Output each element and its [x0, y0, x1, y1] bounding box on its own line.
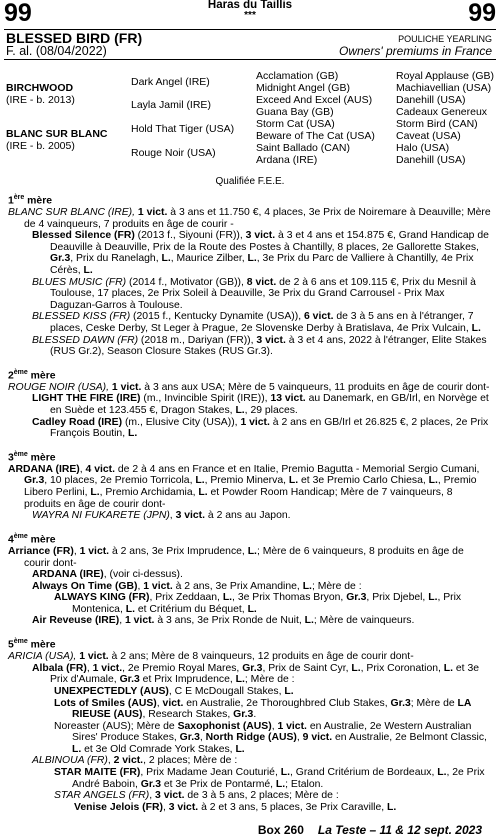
- record-text: L.: [235, 405, 245, 417]
- record-text: WAYRA NI FUKARETE (JPN): [32, 510, 170, 522]
- record-text: L.: [288, 475, 299, 487]
- pedigree-gen3: Saint Ballado (CAN): [256, 142, 350, 154]
- record-text: L.: [198, 487, 208, 499]
- record-text: à 2 ans au Japon.: [205, 510, 291, 522]
- record-text: ,: [162, 801, 169, 813]
- pedigree-gen2: Rouge Noir (USA): [131, 147, 216, 159]
- record-paragraph: [8, 802, 492, 814]
- record-text: ; Mère de vainqueurs.: [313, 615, 415, 627]
- record-text: LIGHT THE FIRE (IRE): [32, 393, 141, 405]
- record-text: , Research Stakes,: [142, 709, 234, 721]
- record-text: L.: [247, 603, 257, 615]
- record-paragraph: [8, 651, 492, 663]
- record-text: et 3e Prix d'Aumale,: [50, 662, 480, 686]
- record-text: et 3e Premio Carlo Chiesa,: [298, 475, 429, 487]
- record-text: Gr.3: [24, 475, 45, 487]
- record-text: L.: [72, 743, 82, 755]
- record-text: L.: [443, 662, 454, 674]
- record-text: 3 vict.: [256, 334, 286, 346]
- record-text: , C E McDougall Stakes,: [168, 685, 285, 697]
- record-text: ,: [86, 662, 93, 674]
- record-text: L.: [284, 685, 294, 697]
- record-text: en Australie, 2e Thoroughbred Club Stakes,: [183, 697, 391, 709]
- record-text: ère: [13, 194, 25, 201]
- dam-heading: [8, 636, 492, 651]
- record-text: STAR MAITE (FR): [54, 767, 141, 779]
- record-text: .: [253, 709, 257, 721]
- dam-name: BLANC SUR BLANC: [6, 128, 108, 140]
- record-text: ,: [271, 720, 278, 732]
- record-text: , Prix Madame Jean Couturié,: [140, 767, 281, 779]
- record-text: (m., Invincible Spirit (IRE)),: [140, 393, 271, 405]
- record-text: ème: [13, 638, 28, 646]
- record-text: Gr.3: [390, 697, 411, 709]
- record-text: (2015 f., Kentucky Dynamite (USA)),: [130, 311, 304, 323]
- record-text: Gr.3: [119, 674, 140, 686]
- record-text: L.: [90, 487, 100, 499]
- record-text: ,: [169, 510, 176, 522]
- record-text: (m., Elusive City (USA)),: [122, 416, 241, 428]
- record-text: ALWAYS KING (FR): [54, 592, 150, 604]
- record-text: Noreaster (AUS); Mère de: [54, 720, 178, 732]
- record-text: 1 vict.: [277, 720, 307, 732]
- record-text: de 3 à 5 ans en à l'étranger, 7 places, Ceske Derby, St Leger à Prague, 2e Slovenske Derby à Bratislava, 4e Prix Vulcain,: [50, 311, 474, 334]
- pedigree-gen4: Danehill (USA): [396, 154, 466, 166]
- record-text: , 2e Prix André Baboin,: [72, 767, 485, 790]
- record-text: L.: [275, 778, 286, 790]
- sire-name: BIRCHWOOD: [6, 82, 74, 94]
- record-text: et 3e Prix de Pontarmé,: [160, 778, 276, 790]
- sire-info: (IRE - b. 2013): [6, 94, 75, 106]
- record-text: mère: [27, 639, 56, 651]
- record-text: , Premio Archidamia,: [99, 487, 199, 499]
- record-text: L.: [222, 592, 233, 604]
- record-text: Always On Time (GB): [32, 580, 138, 592]
- sale-name-and-date: La Teste – 11 & 12 sept. 2023: [317, 823, 482, 837]
- record-paragraph: [8, 663, 492, 686]
- pedigree-gen3: Midnight Angel (GB): [256, 82, 350, 94]
- record-text: ; Etalon.: [285, 778, 324, 790]
- consignor-name: Haras du Taillis: [207, 0, 293, 11]
- dam-heading: [8, 531, 492, 546]
- record-text: au Danemark, en GB/Irl, en Norvège et en Suède et 123.455 €, Dragon Stakes,: [50, 393, 489, 417]
- record-text: (2014 f., Motivator (GB)),: [126, 276, 247, 288]
- record-text: 4 vict.: [85, 463, 116, 475]
- record-text: et Powder Room Handicap; Mère de 7 vainqueurs, 8 produits en âge de courir dont-: [24, 487, 453, 510]
- record-text: 1 vict.: [124, 615, 155, 627]
- record-text: , (voir ci-dessus).: [103, 569, 183, 581]
- record-text: BLESSED KISS (FR): [32, 311, 131, 323]
- record-text: ,: [73, 545, 80, 557]
- owners-premiums: Owners' premiums in France: [339, 44, 492, 58]
- record-text: Venise Jelois (FR): [74, 801, 163, 813]
- record-text: à 2 ans, 3e Prix Amandine,: [172, 580, 303, 592]
- record-text: ALBINOUA (FR): [32, 755, 108, 767]
- record-text: 1 vict.: [111, 381, 142, 393]
- sale-category: POULICHE YEARLING: [398, 34, 492, 44]
- record-text: ; Mère de 6 vainqueurs, 8 produits en âge de courir dont-: [24, 545, 464, 569]
- qualification-note: Qualifiée F.E.E.: [215, 176, 285, 187]
- pedigree-gen3: Ardana (IRE): [256, 154, 318, 166]
- produce-record: [8, 183, 492, 813]
- rating-stars: ***: [244, 10, 256, 21]
- record-text: en Australie, 2e Western Australian Sires' Produce Stakes,: [72, 720, 472, 744]
- record-text: en Australie, 2e Belmont Classic,: [332, 732, 487, 744]
- record-text: , Prix de Saint Cyr,: [262, 662, 352, 674]
- record-text: , Prix Djebel,: [366, 592, 429, 604]
- record-text: ème: [13, 368, 28, 376]
- record-text: ,: [199, 732, 206, 744]
- record-text: L.: [387, 801, 397, 813]
- pedigree-gen3: Beware of The Cat (USA): [256, 130, 375, 142]
- record-text: (2013 f., Siyouni (FR)),: [134, 230, 246, 242]
- record-text: L.: [125, 603, 135, 615]
- record-text: L.: [235, 743, 245, 755]
- record-text: L.: [195, 475, 205, 487]
- record-text: 3 vict.: [175, 510, 206, 522]
- record-paragraph: [8, 393, 492, 416]
- record-text: L.: [428, 592, 438, 604]
- record-text: , Prix Coronation,: [360, 662, 444, 674]
- record-text: Lots of Smiles (AUS): [54, 697, 157, 709]
- record-paragraph: [8, 581, 492, 593]
- record-paragraph: [8, 382, 492, 394]
- dam-heading: [8, 192, 492, 207]
- record-paragraph: [8, 615, 492, 627]
- record-text: L.: [161, 253, 171, 265]
- record-text: mère: [24, 195, 53, 207]
- record-text: , Prix du Ranelagh,: [70, 253, 162, 265]
- record-text: et Prix Imprudence,: [139, 674, 236, 686]
- record-text: ,: [119, 615, 125, 627]
- record-text: vict.: [162, 697, 184, 709]
- record-text: ,: [79, 463, 86, 475]
- pedigree-gen4: Danehill (USA): [396, 94, 466, 106]
- record-text: 13 vict.: [270, 393, 306, 405]
- record-text: L.: [351, 662, 361, 674]
- record-text: 6 vict.: [304, 311, 334, 323]
- dam-heading: [8, 449, 492, 464]
- record-paragraph: [8, 207, 492, 230]
- record-text: L.: [83, 265, 93, 277]
- record-text: de 2 à 6 ans et 109.115 €, Prix du Mesnil à Toulouse, 17 places, 2e Prix Soleil à Deauville, 3e Prix du Grand Carrousel - Prix Max Daguzan-Garros à Toulouse.: [50, 276, 476, 311]
- record-text: L.: [127, 428, 138, 440]
- record-text: 1: [8, 195, 14, 207]
- horse-name: BLESSED BIRD (FR): [6, 30, 143, 46]
- record-text: de 3 à 5 ans, 2 places; Mère de :: [184, 790, 339, 802]
- record-text: de 2 à 4 ans en France et en Italie, Premio Bagutta - Memorial Sergio Cumani,: [115, 463, 480, 475]
- record-text: 8 vict.: [246, 276, 277, 288]
- sex-and-dob: F. al. (08/04/2022): [6, 44, 107, 58]
- record-text: Arriance (FR): [8, 545, 74, 557]
- record-text: Gr.3: [233, 709, 254, 721]
- record-paragraph: [8, 335, 492, 358]
- record-text: ARICIA (USA),: [8, 651, 80, 663]
- record-text: , Prix Montenica,: [72, 592, 462, 615]
- record-text: mère: [27, 534, 56, 546]
- record-text: North Ridge (AUS): [205, 732, 297, 744]
- record-text: , Prix Zeddaan,: [149, 592, 223, 604]
- record-text: ,: [296, 732, 303, 744]
- record-text: Gr.3: [140, 778, 161, 790]
- pedigree-gen3: Acclamation (GB): [256, 70, 339, 82]
- record-text: ,: [137, 580, 144, 592]
- record-text: L.: [302, 580, 312, 592]
- record-text: , Premio Minerva,: [204, 475, 289, 487]
- record-text: Gr.3: [50, 253, 71, 265]
- record-text: 1 vict.: [240, 416, 270, 428]
- record-text: L.: [437, 767, 447, 779]
- record-paragraph: [8, 230, 492, 276]
- record-text: , 2e Premio Royal Mares,: [122, 662, 243, 674]
- record-text: à 2 ans, 3e Prix Imprudence,: [109, 545, 248, 557]
- record-text: 1 vict.: [92, 662, 123, 674]
- record-text: BLUES MUSIC (FR): [32, 276, 127, 288]
- record-text: 3 vict.: [245, 230, 276, 242]
- record-text: Cadley Road (IRE): [32, 416, 123, 428]
- record-text: 2: [8, 370, 14, 382]
- record-text: Air Reveuse (IRE): [32, 615, 120, 627]
- record-text: ,: [107, 755, 114, 767]
- pedigree-gen4: Caveat (USA): [396, 130, 461, 142]
- record-text: et 3e Old Comrade York Stakes,: [81, 743, 236, 755]
- record-text: ROUGE NOIR (USA),: [8, 381, 112, 393]
- record-paragraph: [8, 767, 492, 790]
- record-text: à 3 ans, 3e Prix Ronde de Nuit,: [154, 615, 305, 627]
- pedigree-gen4: Cadeaux Genereux: [396, 106, 488, 118]
- record-paragraph: [8, 698, 492, 721]
- record-text: L.: [247, 545, 257, 557]
- pedigree-gen4: Machiavellian (USA): [396, 82, 492, 94]
- record-text: à 2 et 3 ans, 5 places, 3e Prix Caraville,: [198, 801, 388, 813]
- pedigree-gen2: Layla Jamil (IRE): [131, 99, 211, 111]
- record-text: Blessed Silence (FR): [32, 230, 135, 242]
- record-text: à 3 et 4 ans et 154.875 €, Grand Handicap de Deauville à Deauville, Prix de la Route des Postes à Chantilly, 8 places, 2e Gallorette Stakes,: [50, 230, 489, 253]
- pedigree-rule: [4, 59, 496, 60]
- record-text: ; Mère de :: [244, 674, 295, 686]
- record-text: ARDANA (IRE): [32, 569, 104, 581]
- record-text: 5: [8, 639, 14, 651]
- record-text: Gr.3: [346, 592, 367, 604]
- record-text: à 3 ans aux USA; Mère de 5 vainqueurs, 11 produits en âge de courir dont-: [141, 381, 490, 393]
- record-text: 3: [8, 452, 14, 464]
- record-paragraph: [8, 546, 492, 569]
- record-text: (2018 m., Dariyan (FR)),: [138, 334, 257, 346]
- record-text: ; Mère de: [410, 697, 458, 709]
- pedigree-gen4: Storm Bird (CAN): [396, 118, 478, 130]
- record-text: mère: [27, 370, 56, 382]
- record-paragraph: [8, 311, 492, 334]
- pedigree-gen3: Storm Cat (USA): [256, 118, 335, 130]
- record-text: 1 vict.: [143, 580, 173, 592]
- record-text: L.: [428, 475, 438, 487]
- record-text: Saxophonist (AUS): [177, 720, 272, 732]
- record-text: Gr.3: [242, 662, 263, 674]
- record-text: L.: [235, 674, 245, 686]
- record-text: 2 vict.: [113, 755, 144, 767]
- record-text: Gr.3: [179, 732, 200, 744]
- lot-number-left: 99: [4, 0, 32, 27]
- record-text: BLANC SUR BLANC (IRE),: [8, 207, 138, 219]
- record-text: , Grand Critérium de Bordeaux,: [289, 767, 438, 779]
- record-text: Albala (FR): [32, 662, 87, 674]
- record-paragraph: [8, 417, 492, 440]
- record-paragraph: [8, 464, 492, 510]
- record-paragraph: [8, 277, 492, 312]
- record-text: 9 vict.: [302, 732, 333, 744]
- dam-heading: [8, 367, 492, 382]
- record-paragraph: [8, 721, 492, 756]
- record-text: ; Mère de :: [311, 580, 362, 592]
- record-text: à 2 ans en GB/Irl et 26.825 €, 2 places, 2e Prix François Boutin,: [50, 416, 489, 440]
- record-paragraph: [8, 510, 492, 522]
- record-text: , 2 places; Mère de :: [143, 755, 238, 767]
- record-text: ème: [13, 532, 28, 540]
- record-text: ème: [13, 450, 28, 458]
- record-text: L.: [280, 767, 290, 779]
- record-text: L.: [304, 615, 314, 627]
- record-text: 1 vict.: [137, 207, 168, 219]
- record-text: LA RIEUSE (AUS): [72, 697, 471, 721]
- dam-info: (IRE - b. 2005): [6, 140, 75, 152]
- record-text: , 3e Prix Thomas Bryon,: [232, 592, 347, 604]
- pedigree-gen4: Halo (USA): [396, 142, 450, 154]
- record-paragraph: [8, 592, 492, 615]
- record-text: à 3 ans et 11.750 €, 4 places, 3e Prix de Noiremare à Deauville; Mère de 4 vainqueurs, 7 produits en âge de courir -: [24, 207, 491, 230]
- box-number: Box 260: [257, 823, 304, 837]
- pedigree-gen2: Dark Angel (IRE): [131, 76, 210, 88]
- record-text: STAR ANGELS (FR): [54, 790, 150, 802]
- record-text: à 2 ans; Mère de 8 vainqueurs, 12 produits en âge de courir dont-: [108, 651, 414, 663]
- page-footer: [258, 825, 482, 837]
- record-text: L.: [247, 253, 257, 265]
- pedigree-gen3: Guana Bay (GB): [256, 106, 334, 118]
- record-text: , 3e Prix du Parc de Valliere à Chantilly, 4e Prix Cérès,: [50, 253, 474, 277]
- record-text: à 3 et 4 ans, 2022 à l'étranger, Elite Stakes (RUS Gr.2), Season Closure Stakes (RUS Gr.3).: [50, 334, 487, 358]
- record-text: ARDANA (IRE): [8, 463, 80, 475]
- record-text: 4: [8, 534, 14, 546]
- record-text: , 10 places, 2e Premio Torricola,: [44, 475, 196, 487]
- record-text: ,: [156, 697, 163, 709]
- record-paragraph: [8, 686, 492, 698]
- record-text: 1 vict.: [79, 651, 109, 663]
- record-text: 3 vict.: [168, 801, 199, 813]
- record-paragraph: [8, 755, 492, 767]
- record-text: 1 vict.: [79, 545, 110, 557]
- record-text: BLESSED DAWN (FR): [32, 334, 139, 346]
- record-paragraph: [8, 790, 492, 802]
- record-text: mère: [27, 452, 56, 464]
- record-paragraph: [8, 569, 492, 581]
- record-text: ,: [149, 790, 156, 802]
- pedigree-gen2: Hold That Tiger (USA): [131, 123, 235, 135]
- record-text: , Premio Libero Perlini,: [24, 475, 477, 499]
- pedigree-gen3: Exceed And Excel (AUS): [256, 94, 373, 106]
- record-text: L.: [471, 323, 481, 334]
- record-text: 3 vict.: [155, 790, 185, 802]
- record-text: , Maurice Zilber,: [170, 253, 248, 265]
- lot-number-right: 99: [468, 0, 496, 27]
- record-text: UNEXPECTEDLY (AUS): [54, 685, 169, 697]
- record-text: , 29 places.: [244, 405, 298, 417]
- record-text: et Critérium du Béquet,: [134, 603, 248, 615]
- pedigree-gen4: Royal Applause (GB): [396, 70, 495, 82]
